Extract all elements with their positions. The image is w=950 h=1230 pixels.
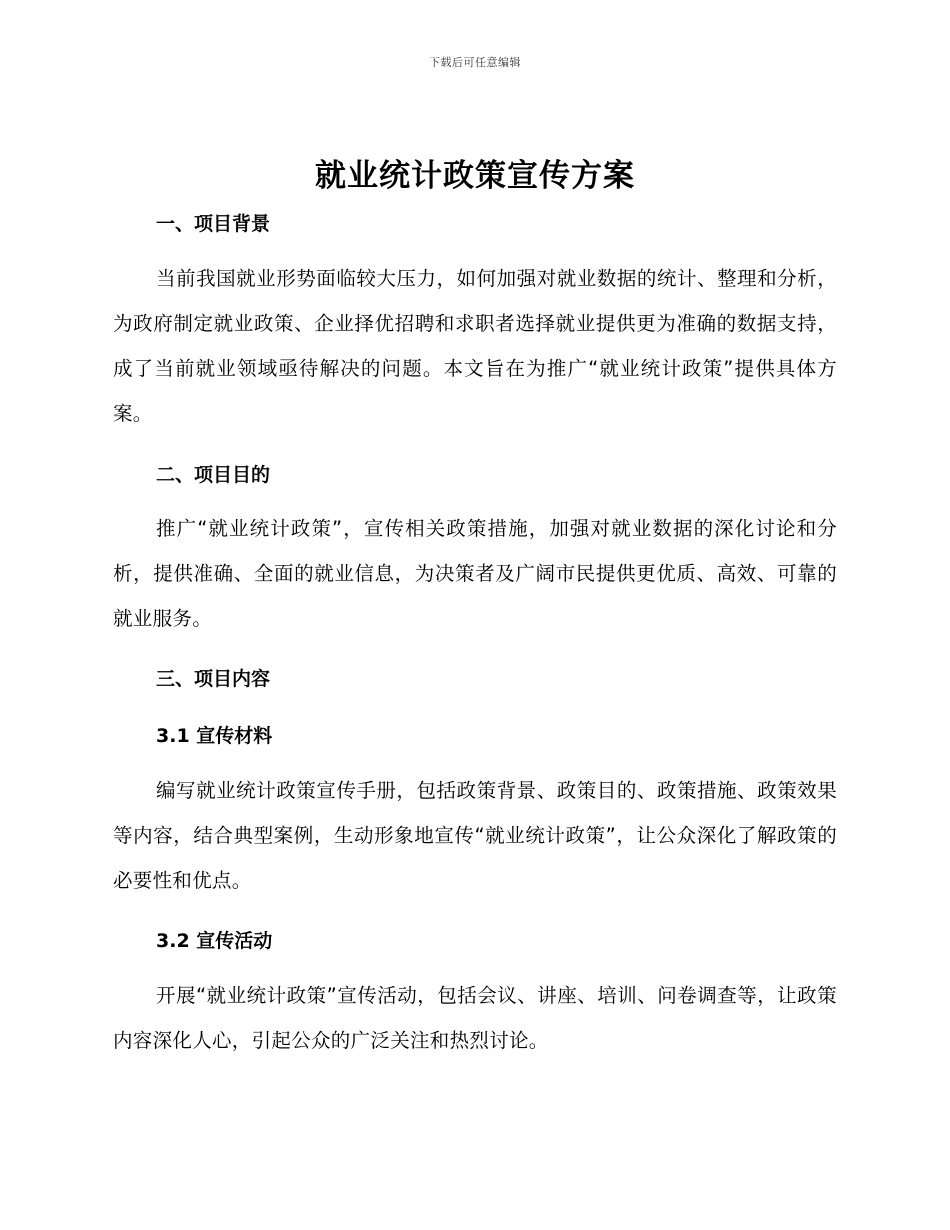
- subsection-heading-activities: 3.2 宣传活动: [156, 930, 273, 952]
- document-title: 就业统计政策宣传方案: [315, 158, 635, 194]
- paragraph-purpose: 推广“就业统计政策”，宣传相关政策措施，加强对就业数据的深化讨论和分析，提供准确、全面的就业信息，为决策者及广阔市民提供更优质、高效、可靠的就业服务。: [113, 517, 837, 630]
- subsection-heading-materials: 3.1 宣传材料: [156, 725, 273, 747]
- section-heading-purpose: 二、项目目的: [156, 464, 271, 486]
- section-heading-content: 三、项目内容: [156, 668, 271, 690]
- paragraph-materials: 编写就业统计政策宣传手册，包括政策背景、政策目的、政策措施、政策效果等内容，结合典型案例，生动形象地宣传“就业统计政策”，让公众深化了解政策的必要性和优点。: [113, 779, 837, 892]
- section-heading-background: 一、项目背景: [156, 213, 271, 235]
- paragraph-activities: 开展“就业统计政策”宣传活动，包括会议、讲座、培训、问卷调查等，让政策内容深化人心，引起公众的广泛关注和热烈讨论。: [113, 984, 837, 1052]
- header-note: 下载后可任意编辑: [429, 56, 521, 69]
- paragraph-background: 当前我国就业形势面临较大压力，如何加强对就业数据的统计、整理和分析，为政府制定就业政策、企业择优招聘和求职者选择就业提供更为准确的数据支持，成了当前就业领域亟待解决的问题。本文旨在为推广“就业统计政策”提供具体方案。: [113, 267, 837, 425]
